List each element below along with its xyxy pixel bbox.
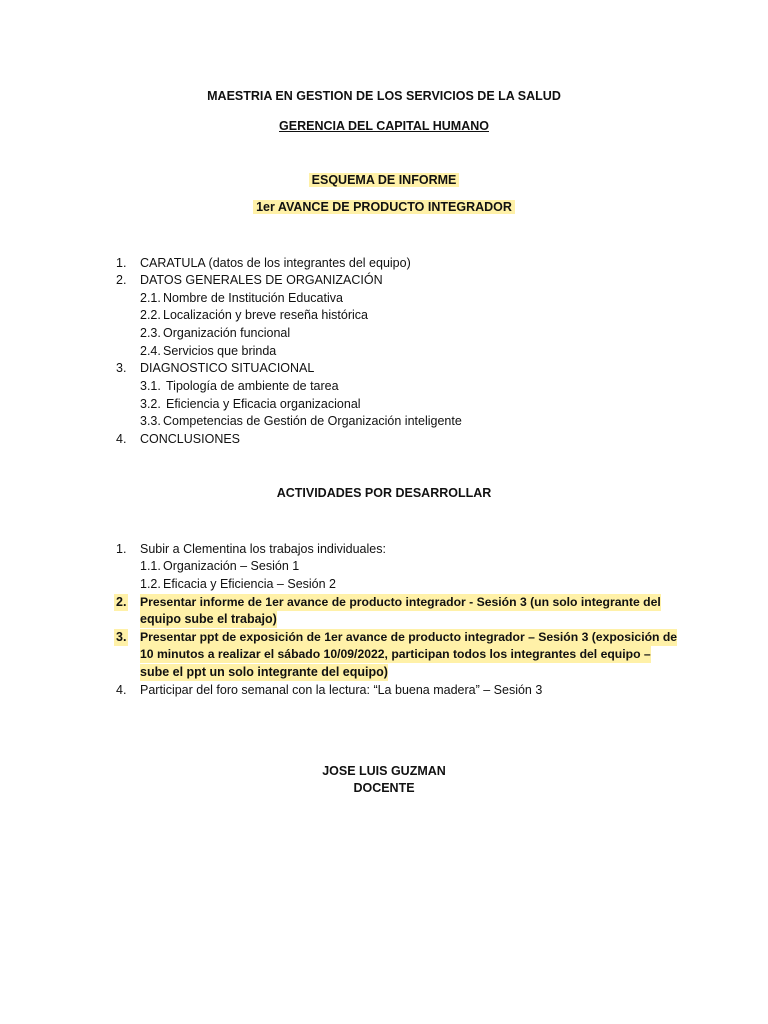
outline-item: CONCLUSIONES [140,432,241,446]
signature-name: JOSE LUIS GUZMAN [322,764,446,778]
outline-num: 3.3. [140,414,161,428]
outline-item: Servicios que brinda [163,344,277,358]
outline-num: 2.3. [140,326,161,340]
outline-item: Tipología de ambiente de tarea [166,379,339,393]
activity-num: 1. [116,542,127,556]
activities-title: ACTIVIDADES POR DESARROLLAR [276,486,492,500]
activity-item-highlighted: equipo sube el trabajo) [140,612,277,626]
signature-role: DOCENTE [353,781,415,795]
outline-item: Organización funcional [163,326,291,340]
activity-num: 2. [116,595,127,609]
outline-num: 2. [116,273,127,287]
activity-item-highlighted: 10 minutos a realizar el sábado 10/09/2022, participan todos los integrantes del equipo – [140,647,651,661]
activity-item-highlighted: Presentar informe de 1er avance de producto integrador - Sesión 3 (un solo integrante del [140,595,661,609]
activity-num: 3. [116,630,127,644]
activity-subitem: Organización – Sesión 1 [163,559,300,573]
activity-item-highlighted: Presentar ppt de exposición de 1er avance de producto integrador – Sesión 3 (exposición de [140,630,678,644]
outline-item: Eficiencia y Eficacia organizacional [166,397,361,411]
course-title: GERENCIA DEL CAPITAL HUMANO [279,119,489,133]
outline-item: Nombre de Institución Educativa [163,291,343,305]
activity-num: 1.2. [140,577,161,591]
outline-num: 3.1. [140,379,161,393]
deliverable-heading-wrap [0,200,768,214]
activity-item-highlighted: sube el ppt un solo integrante del equipo) [140,665,388,679]
outline-item: CARATULA (datos de los integrantes del equipo) [140,256,411,270]
outline-item: Competencias de Gestión de Organización inteligente [163,414,462,428]
activity-item: Participar del foro semanal con la lectura: “La buena madera” – Sesión 3 [140,683,543,697]
activity-item: Subir a Clementina los trabajos individuales: [140,542,386,556]
activity-num: 1.1. [140,559,161,573]
outline-num: 3. [116,361,127,375]
outline-num: 1. [116,256,127,270]
outline-num: 2.4. [140,344,161,358]
outline-num: 4. [116,432,127,446]
deliverable-heading: 1er AVANCE DE PRODUCTO INTEGRADOR [253,200,515,214]
program-title: MAESTRIA EN GESTION DE LOS SERVICIOS DE LA SALUD [207,89,561,103]
outline-item: DATOS GENERALES DE ORGANIZACIÓN [140,273,383,287]
activity-subitem: Eficacia y Eficiencia – Sesión 2 [163,577,337,591]
scheme-heading-wrap [0,173,768,187]
activity-num: 4. [116,683,127,697]
outline-num: 2.2. [140,308,161,322]
scheme-heading: ESQUEMA DE INFORME [309,173,460,187]
outline-item: Localización y breve reseña histórica [163,308,368,322]
outline-num: 2.1. [140,291,161,305]
outline-num: 3.2. [140,397,161,411]
outline-item: DIAGNOSTICO SITUACIONAL [140,361,315,375]
